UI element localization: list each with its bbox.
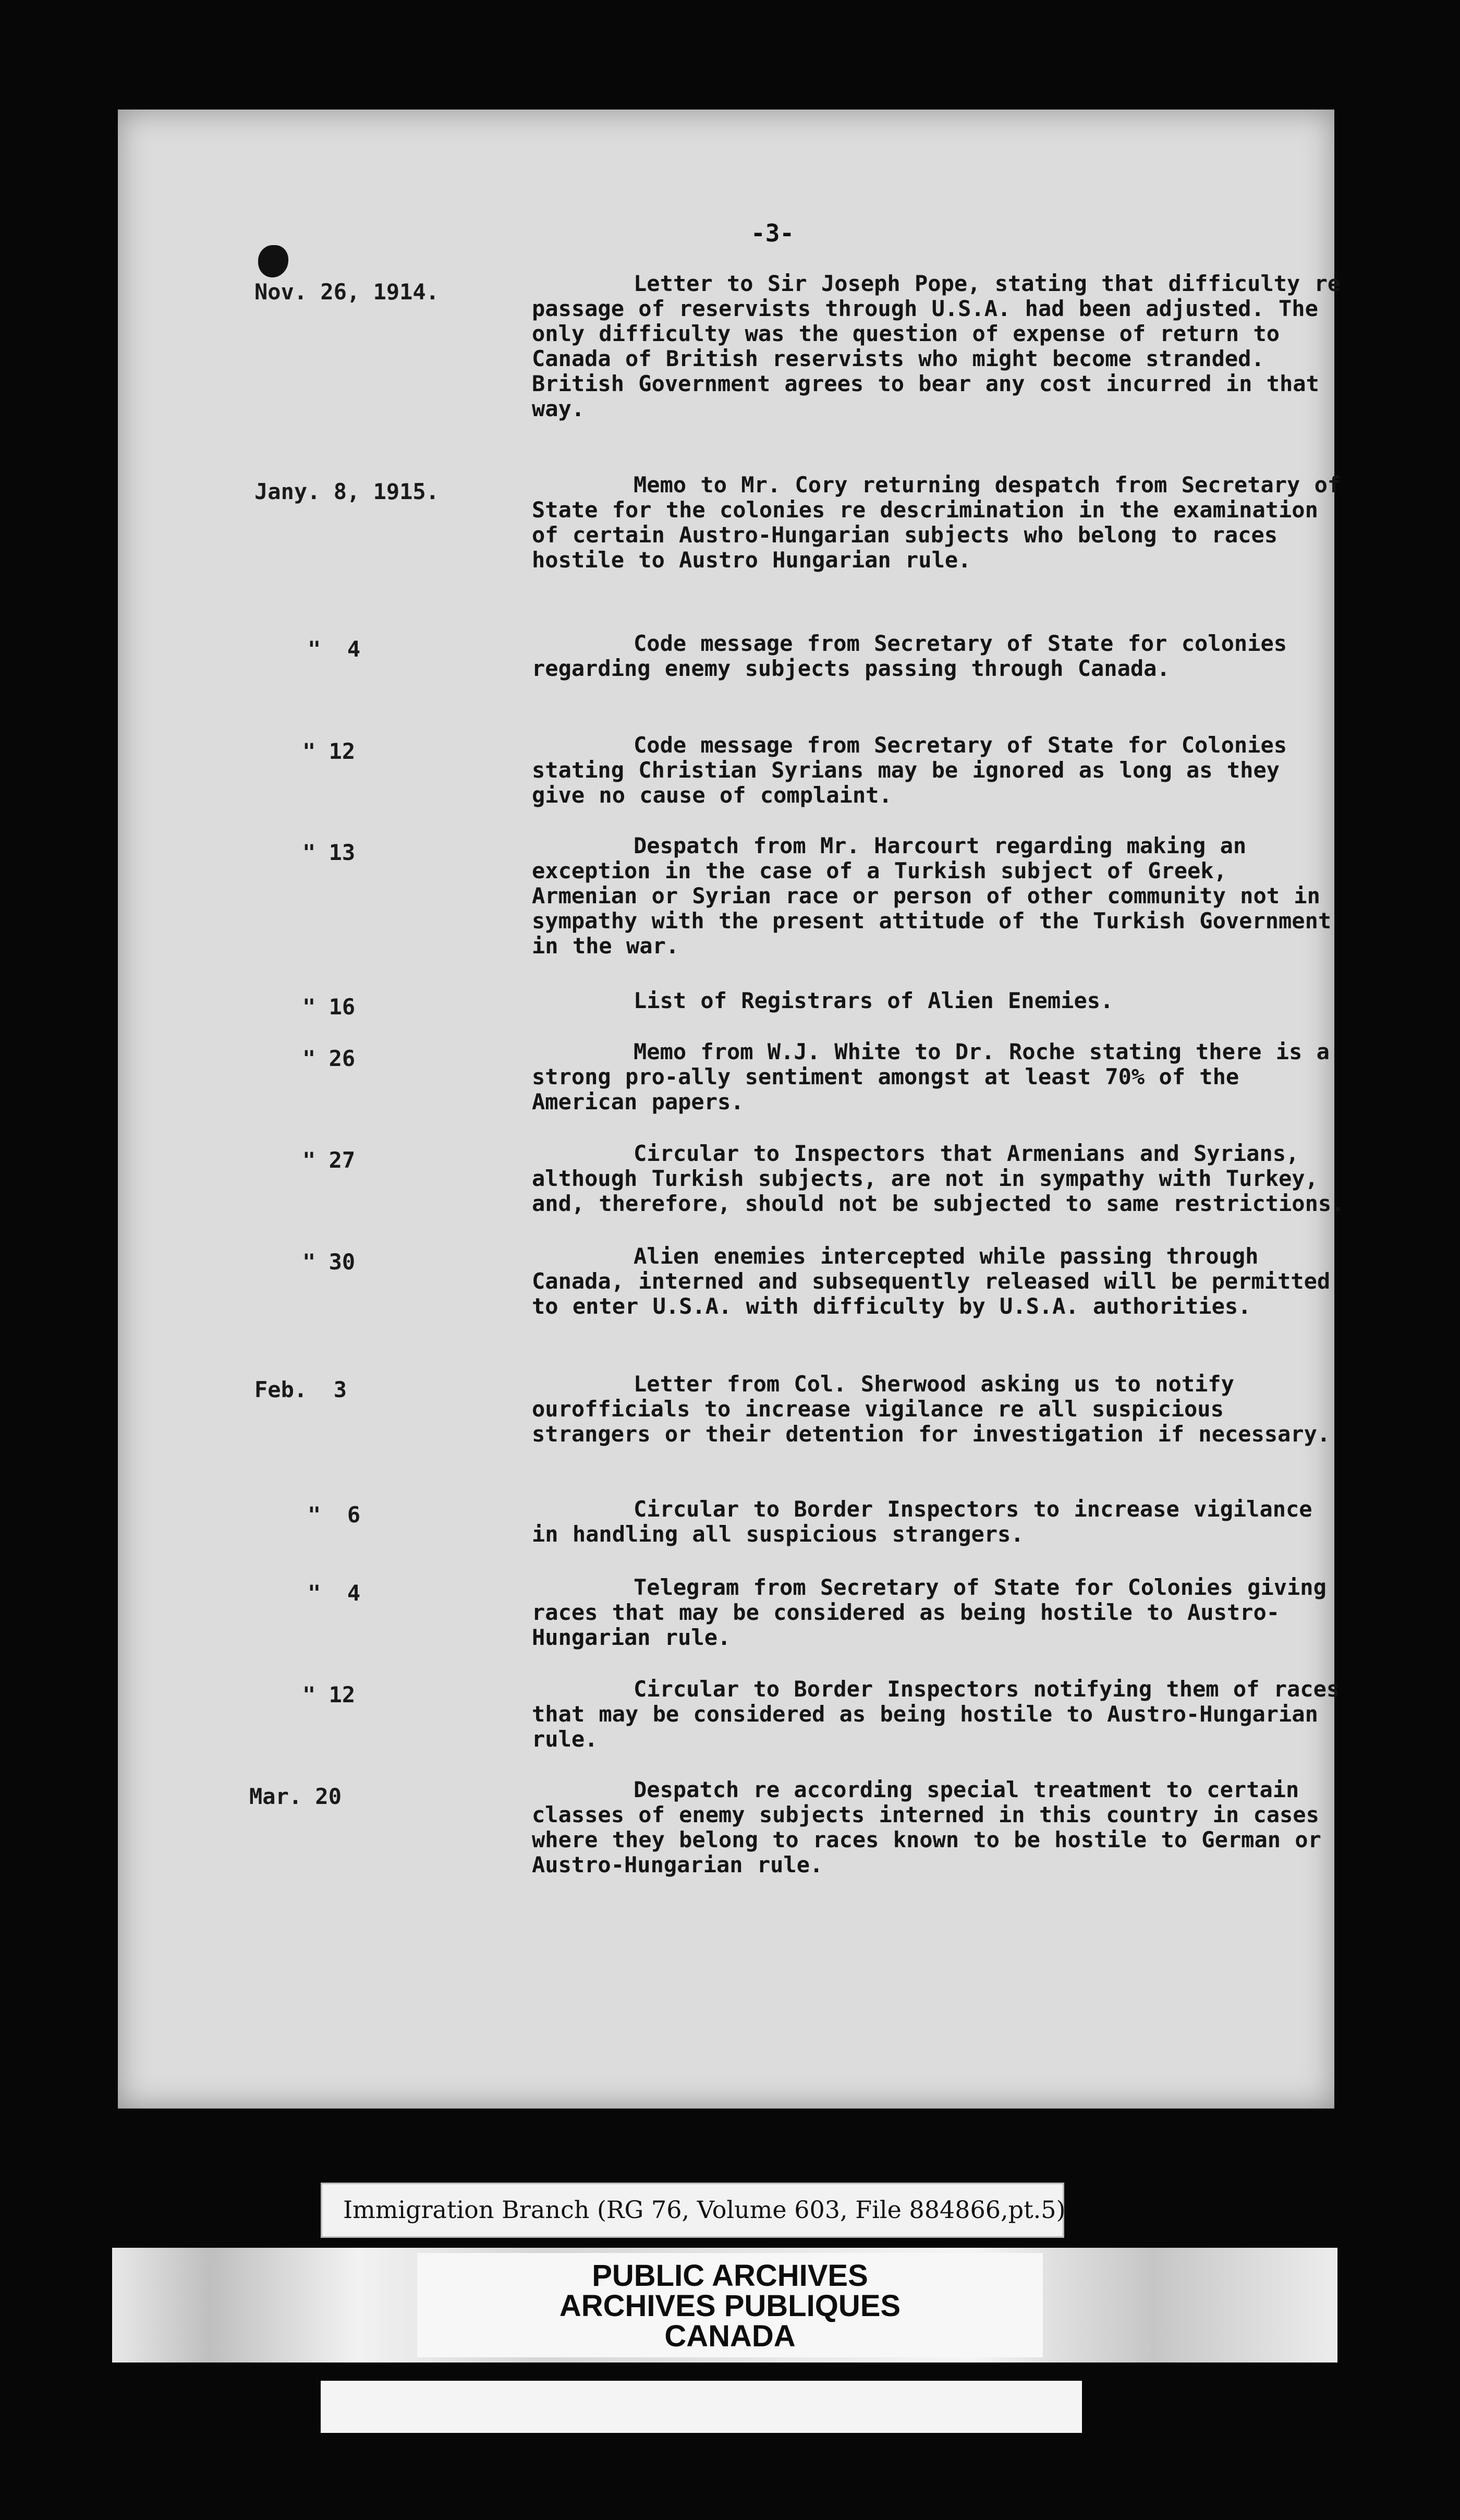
entry-date: " 4 (308, 636, 361, 662)
entry-text: Letter to Sir Joseph Pope, stating that difficulty re passage of reservists through U.S.A. had been adjusted. The only difficulty was the question of expense of return to Canada of British reservists who might become stranded. British Government agrees to bear any cost incurred in that way. (532, 271, 1341, 421)
archive-line-1: PUBLIC ARCHIVES (592, 2259, 868, 2293)
archive-stamp (417, 2253, 1043, 2357)
entry-text: Memo from W.J. White to Dr. Roche stating there is a strong pro-ally sentiment amongst at least 70% of the American papers. (532, 1039, 1330, 1114)
entry-text: Despatch re according special treatment to certain classes of enemy subjects interned in this country in cases where they belong to races known to be hostile to German or Austro-Hungarian rule. (532, 1777, 1321, 1877)
entry-date: " 6 (308, 1502, 361, 1528)
archive-line-3: CANADA (664, 2319, 796, 2353)
entry-text: Memo to Mr. Cory returning despatch from Secretary of State for the colonies re descrimination in the examination of certain Austro-Hungarian subjects who belong to races hostile to Austro Hungarian rule. (532, 472, 1341, 573)
entry-text: Letter from Col. Sherwood asking us to notify ourofficials to increase vigilance re all suspicious strangers or their detention for investigation if necessary. (532, 1371, 1331, 1447)
archive-reference-text: Immigration Branch (RG 76, Volume 603, File 884866,pt.5) (343, 2196, 1066, 2224)
entry-date: " 16 (302, 994, 356, 1020)
entry-date: Jany. 8, 1915. (254, 479, 440, 504)
entry-text: Code message from Secretary of State for Colonies stating Christian Syrians may be ignored as long as they give no cause of complaint. (532, 732, 1287, 808)
entry-date: " 12 (302, 1682, 356, 1707)
entry-date: " 4 (308, 1580, 361, 1606)
entry-date: " 26 (302, 1046, 356, 1071)
entry-date: " 30 (302, 1249, 356, 1275)
entry-date: " 27 (302, 1147, 356, 1173)
entry-text: Code message from Secretary of State for colonies regarding enemy subjects passing through Canada. (532, 631, 1287, 681)
entry-date: Feb. 3 (254, 1377, 347, 1402)
entry-text: Despatch from Mr. Harcourt regarding making an exception in the case of a Turkish subject of Greek, Armenian or Syrian race or person of other community not in sympathy with the present attitude of the Turkish Government in the war. (532, 833, 1332, 959)
blank-strip (321, 2381, 1082, 2433)
entry-text: Alien enemies intercepted while passing through Canada, interned and subsequently released will be permitted to enter U.S.A. with difficulty by U.S.A. authorities. (532, 1243, 1331, 1319)
archive-reference-label (321, 2183, 1064, 2238)
entry-date: " 13 (302, 840, 356, 865)
entry-text: List of Registrars of Alien Enemies. (634, 988, 1114, 1013)
entry-text: Circular to Border Inspectors to increase vigilance in handling all suspicious strangers. (532, 1496, 1312, 1547)
page-number: -3- (751, 219, 795, 247)
entry-text: Circular to Inspectors that Armenians and Syrians, although Turkish subjects, are not in sympathy with Turkey, and, therefore, should not be subjected to same restrictions. (532, 1141, 1345, 1216)
archive-line-2: ARCHIVES PUBLIQUES (559, 2289, 901, 2323)
entry-text: Telegram from Secretary of State for Colonies giving races that may be considered as being hostile to Austro-Hungarian rule. (532, 1574, 1327, 1650)
entry-date: Mar. 20 (249, 1784, 342, 1809)
entry-date: " 12 (302, 738, 356, 764)
entry-date: Nov. 26, 1914. (254, 279, 440, 305)
entry-text: Circular to Border Inspectors notifying them of races that may be considered as being hostile to Austro-Hungarian rule. (532, 1676, 1340, 1752)
